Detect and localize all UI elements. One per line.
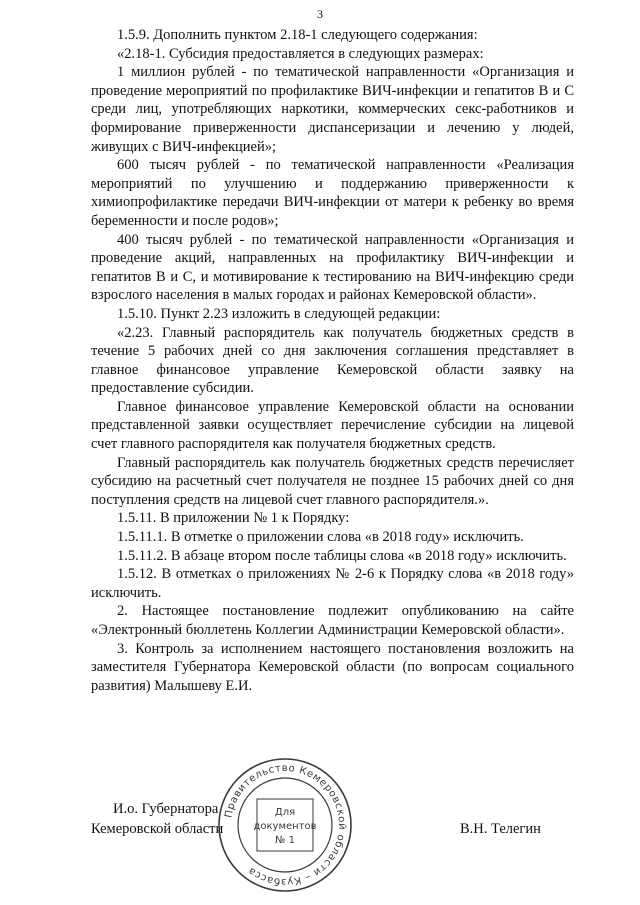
signatory-name: В.Н. Телегин xyxy=(460,821,541,837)
seal-center-line2: документов xyxy=(253,821,317,832)
document-body xyxy=(91,26,574,695)
paragraph: 400 тысяч рублей - по тематической направленности «Организация и проведение акций, направленных на профилактику ВИЧ-инфекции и гепатитов В и С, и мотивирование к тестированию на ВИЧ-инфекцию среди взрослого населения в малых городах и районах Кемеровской области». xyxy=(91,231,574,304)
paragraph: 1.5.12. В отметках о приложениях № 2-6 к Порядку слова «в 2018 году» исключить. xyxy=(91,566,574,601)
page-number: 3 xyxy=(317,7,323,21)
signatory-title-line1: И.о. Губернатора xyxy=(113,801,219,817)
paragraph: 600 тысяч рублей - по тематической направленности «Реализация мероприятий по улучшению и поддержанию приверженности к химиопрофилактике передачи ВИЧ-инфекции от матери к ребенку во время беременности и после родов»; xyxy=(91,157,574,229)
paragraph: «2.18-1. Субсидия предоставляется в следующих размерах: xyxy=(117,45,484,62)
official-seal xyxy=(215,755,355,895)
paragraph: 1.5.10. Пункт 2.23 изложить в следующей редакции: xyxy=(117,305,441,322)
seal-center-line1: Для xyxy=(274,807,296,818)
paragraph: Главный распорядитель как получатель бюджетных средств перечисляет субсидию на расчетный счет получателя не позднее 15 рабочих дней со дня поступления средств на лицевой счет главного распорядителя.». xyxy=(91,454,574,508)
paragraph: 2. Настоящее постановление подлежит опубликованию на сайте «Электронный бюллетень Коллегии Администрации Кемеровской области». xyxy=(91,603,574,638)
paragraph: Главное финансовое управление Кемеровской области на основании представленной заявки осуществляет перечисление субсидии на лицевой счет главного распорядителя как получателя бюджетных средств. xyxy=(91,398,574,453)
paragraph: 1.5.11.1. В отметке о приложении слова «в 2018 году» исключить. xyxy=(117,529,524,546)
seal-ring-text: Правительство Кемеровской области – Кузбасса xyxy=(223,762,348,888)
paragraph: 3. Контроль за исполнением настоящего постановления возложить на заместителя Губернатора Кемеровской области (по вопросам социального развития) Малышеву Е.И. xyxy=(91,640,574,694)
paragraph: 1.5.11. В приложении № 1 к Порядку: xyxy=(117,510,350,527)
paragraph: «2.23. Главный распорядитель как получатель бюджетных средств в течение 5 рабочих дней со дня заключения соглашения представляет в главное финансовое управление Кемеровской области заявку на предоставление субсидии. xyxy=(91,324,574,397)
paragraph: 1.5.9. Дополнить пунктом 2.18-1 следующего содержания: xyxy=(117,27,478,43)
paragraph: 1.5.11.2. В абзаце втором после таблицы слова «в 2018 году» исключить. xyxy=(117,547,567,564)
seal-center-line3: № 1 xyxy=(275,835,295,846)
paragraph: 1 миллион рублей - по тематической направленности «Организация и проведение мероприятий по профилактике ВИЧ-инфекции и гепатитов В и С среди лиц, употребляющих наркотики, коммерческих секс-работников и формирование приверженности диспансеризации и лечению у людей, живущих с ВИЧ-инфекцией»; xyxy=(91,64,574,155)
signatory-title-line2: Кемеровской области xyxy=(91,821,224,837)
